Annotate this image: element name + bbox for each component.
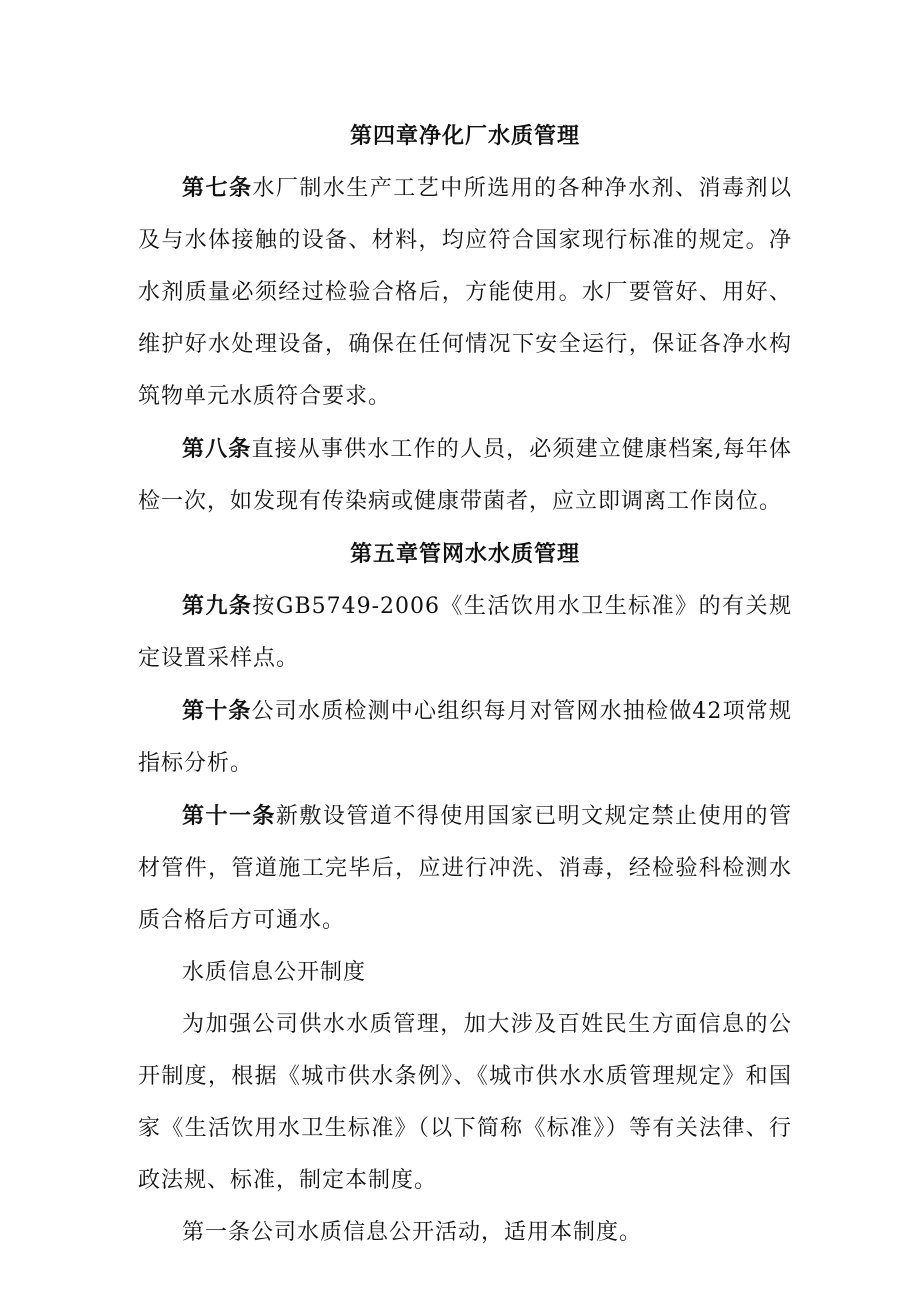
article-9-text: 按GB5749-2006《生活饮用水卫生标准》的有关规定设置采样点。	[138, 594, 792, 671]
article-8-text: 直接从事供水工作的人员，必须建立健康档案,每年体检一次，如发现有传染病或健康带菌者，应立即调离工作岗位。	[138, 437, 792, 514]
article-9	[138, 580, 792, 685]
article-11	[138, 790, 792, 947]
article-9-lead: 第九条	[182, 593, 253, 619]
chapter-4-heading: 第四章净化厂水质管理	[349, 123, 580, 149]
article-10	[138, 685, 792, 790]
article-8-lead: 第八条	[182, 436, 252, 462]
disclosure-intro: 为加强公司供水水质管理，加大涉及百姓民生方面信息的公开制度，根据《城市供水条例》、《城市供水水质管理规定》和国家《生活饮用水卫生标准》（以下简称《标准》）等有关法律、行政法规、标准，制定本制度。	[138, 1012, 792, 1193]
disclosure-title: 水质信息公开制度	[182, 960, 367, 985]
chapter-5-heading: 第五章管网水水质管理	[349, 541, 580, 567]
article-8	[138, 423, 792, 528]
article-7-text: 水厂制水生产工艺中所选用的各种净水剂、消毒剂以及与水体接触的设备、材料，均应符合国家现行标准的规定。净水剂质量必须经过检验合格后，方能使用。水厂要管好、用好、维护好水处理设备，确保在任何情况下安全运行，保证各净水构筑物单元水质符合要求。	[138, 176, 792, 409]
article-11-lead: 第十一条	[182, 803, 276, 829]
article-7-lead: 第七条	[182, 175, 253, 201]
disclosure-article-1: 第一条公司水质信息公开活动，适用本制度。	[182, 1220, 643, 1245]
article-11-text: 新敷设管道不得使用国家已明文规定禁止使用的管材管件，管道施工完毕后，应进行冲洗、消毒，经检验科检测水质合格后方可通水。	[138, 804, 792, 933]
article-10-lead: 第十条	[182, 698, 252, 724]
article-10-text: 公司水质检测中心组织每月对管网水抽检做42项常规指标分析。	[138, 699, 792, 776]
article-7	[138, 162, 792, 423]
